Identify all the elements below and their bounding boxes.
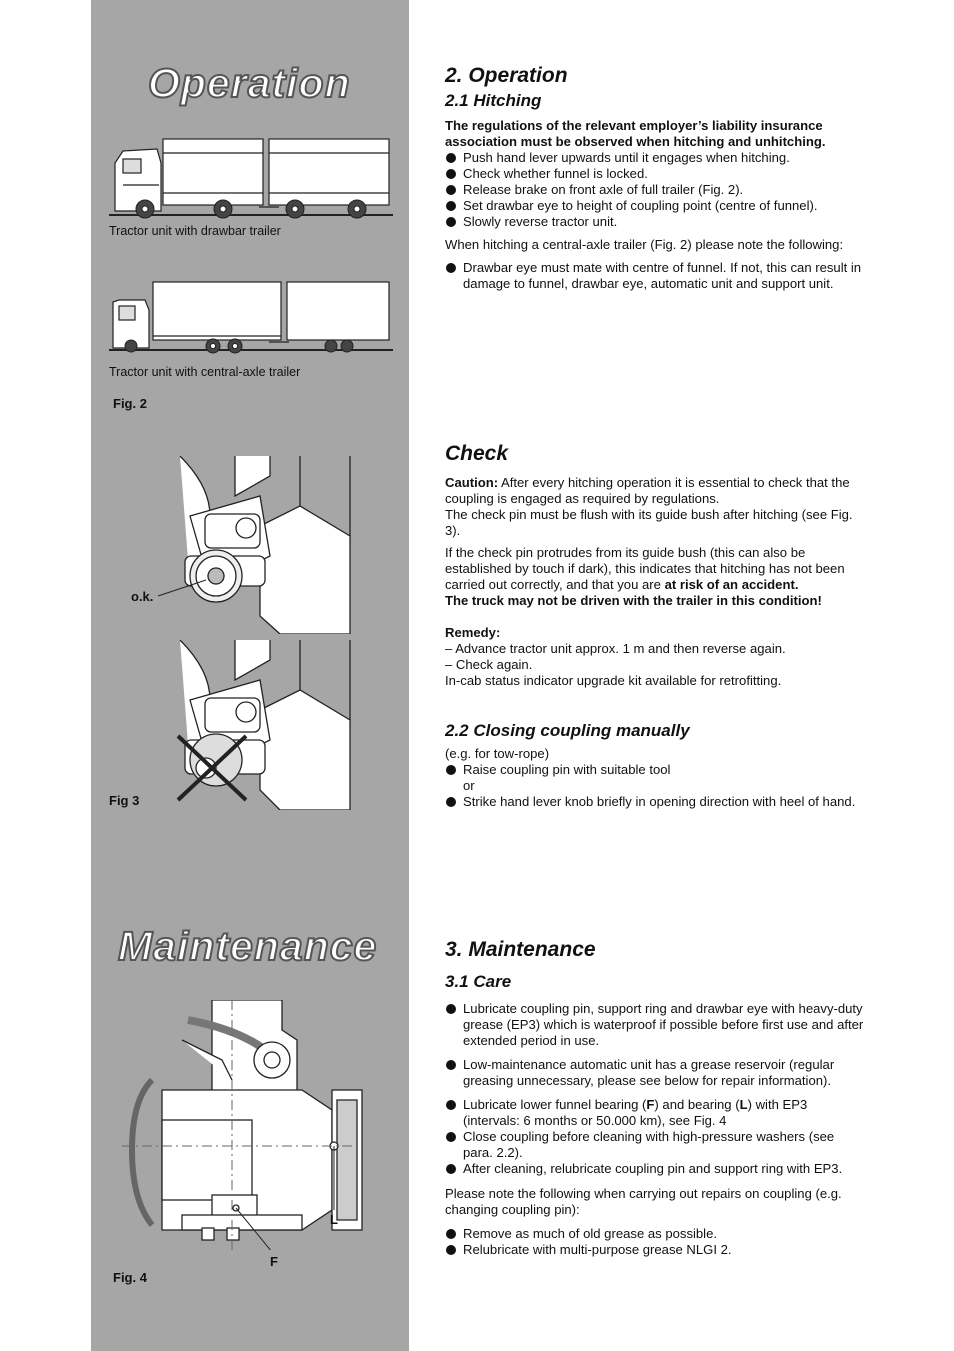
maintenance-heading: 3. Maintenance bbox=[445, 938, 596, 961]
check-section bbox=[445, 442, 865, 689]
closing-heading: 2.2 Closing coupling manually bbox=[445, 721, 690, 740]
check-heading: Check bbox=[445, 442, 509, 465]
list-item: Low-maintenance automatic unit has a grease reservoir (regular greasing unnecessary, please see below for repair information). bbox=[445, 1057, 865, 1089]
caption-central-axle-trailer: Tractor unit with central-axle trailer bbox=[109, 365, 301, 379]
list-item bbox=[445, 1097, 865, 1129]
maintenance-banner-title: Maintenance bbox=[118, 923, 378, 969]
list-item: Set drawbar eye to height of coupling point (centre of funnel). bbox=[445, 198, 865, 214]
list-item: Slowly reverse tractor unit. bbox=[445, 214, 865, 230]
list-item: Remove as much of old grease as possible. bbox=[445, 1226, 865, 1242]
fig2-label: Fig. 2 bbox=[113, 396, 147, 411]
central-axle-trailer-illustration bbox=[109, 276, 393, 362]
fig3-label: Fig 3 bbox=[109, 793, 140, 808]
list-item: Check whether funnel is locked. bbox=[445, 166, 865, 182]
maintenance-section bbox=[445, 938, 865, 1258]
operation-banner-title: Operation bbox=[148, 60, 351, 106]
care-subheading: 3.1 Care bbox=[445, 972, 512, 991]
hitching-steps bbox=[445, 150, 865, 230]
caption-drawbar-trailer: Tractor unit with drawbar trailer bbox=[109, 224, 281, 238]
bearing-L-ref: L bbox=[739, 1097, 748, 1112]
list-item: Lubricate coupling pin, support ring and drawbar eye with heavy-duty grease (EP3) which is waterproof if possible before first use and after extended period in use. bbox=[445, 1001, 865, 1049]
repair-list bbox=[445, 1226, 865, 1258]
fig4-label: Fig. 4 bbox=[113, 1270, 147, 1285]
remedy-label: Remedy: bbox=[445, 625, 501, 640]
text: ) and bearing ( bbox=[654, 1097, 740, 1112]
closing-note: (e.g. for tow-rope) bbox=[445, 746, 550, 761]
text: ) with EP3 (intervals: 6 months or 50.000 km), see Fig. 4 bbox=[463, 1097, 808, 1128]
list-item: Release brake on front axle of full trailer (Fig. 2). bbox=[445, 182, 865, 198]
repair-note: Please note the following when carrying out repairs on coupling (e.g. changing coupling pin): bbox=[445, 1186, 842, 1217]
central-axle-note: When hitching a central-axle trailer (Fig. 2) please note the following: bbox=[445, 237, 844, 252]
label-L: L bbox=[330, 1212, 338, 1227]
caution-text: After every hitching operation it is essential to check that the coupling is engaged as required by regulations. bbox=[445, 475, 850, 506]
driving-warning: The truck may not be driven with the trailer in this condition! bbox=[445, 593, 822, 608]
list-item: After cleaning, relubricate coupling pin and support ring with EP3. bbox=[445, 1161, 865, 1177]
ok-label: o.k. bbox=[131, 589, 154, 604]
care-list bbox=[445, 1001, 865, 1177]
remedy-line: In-cab status indicator upgrade kit available for retrofitting. bbox=[445, 673, 782, 688]
list-item: Strike hand lever knob briefly in opening direction with heel of hand. bbox=[445, 794, 865, 810]
hitching-intro: The regulations of the relevant employer’s liability insurance association must be observed when hitching and unhitching. bbox=[445, 118, 826, 149]
accident-risk-text: at risk of an accident. bbox=[664, 577, 799, 592]
central-axle-list bbox=[445, 260, 865, 292]
protrude-text: If the check pin protrudes from its guide bush (this can also be established by touch if dark), this indicates that hitching has not been carried out correctly, and that you are bbox=[445, 545, 845, 592]
remedy-line: – Advance tractor unit approx. 1 m and then reverse again. bbox=[445, 641, 786, 656]
bearing-F-ref: F bbox=[646, 1097, 655, 1112]
closing-section bbox=[445, 721, 865, 810]
or-text: or bbox=[463, 778, 475, 793]
list-item: Raise coupling pin with suitable tool bbox=[445, 762, 865, 778]
label-F: F bbox=[270, 1254, 278, 1269]
caution-paragraph bbox=[445, 475, 865, 507]
remedy-line: – Check again. bbox=[445, 657, 533, 672]
check-pin-ok-illustration bbox=[150, 456, 360, 634]
check-pin-protruding-illustration bbox=[150, 640, 360, 810]
drawbar-trailer-illustration bbox=[109, 133, 393, 225]
pin-flush-text: The check pin must be flush with its guide bush after hitching (see Fig. 3). bbox=[445, 507, 853, 538]
list-item: Push hand lever upwards until it engages when hitching. bbox=[445, 150, 865, 166]
closing-steps-2 bbox=[445, 794, 865, 810]
closing-steps bbox=[445, 762, 865, 778]
list-item: Drawbar eye must mate with centre of funnel. If not, this can result in damage to funnel, drawbar eye, automatic unit and support unit. bbox=[445, 260, 865, 292]
hitching-subheading: 2.1 Hitching bbox=[445, 91, 542, 110]
list-item: Relubricate with multi-purpose grease NLGI 2. bbox=[445, 1242, 865, 1258]
protrude-paragraph bbox=[445, 545, 865, 593]
operation-heading: 2. Operation bbox=[445, 64, 568, 87]
list-item: Close coupling before cleaning with high-pressure washers (see para. 2.2). bbox=[445, 1129, 865, 1161]
operation-section bbox=[445, 64, 865, 292]
caution-label: Caution: bbox=[445, 475, 499, 490]
text: Lubricate lower funnel bearing ( bbox=[463, 1097, 647, 1112]
